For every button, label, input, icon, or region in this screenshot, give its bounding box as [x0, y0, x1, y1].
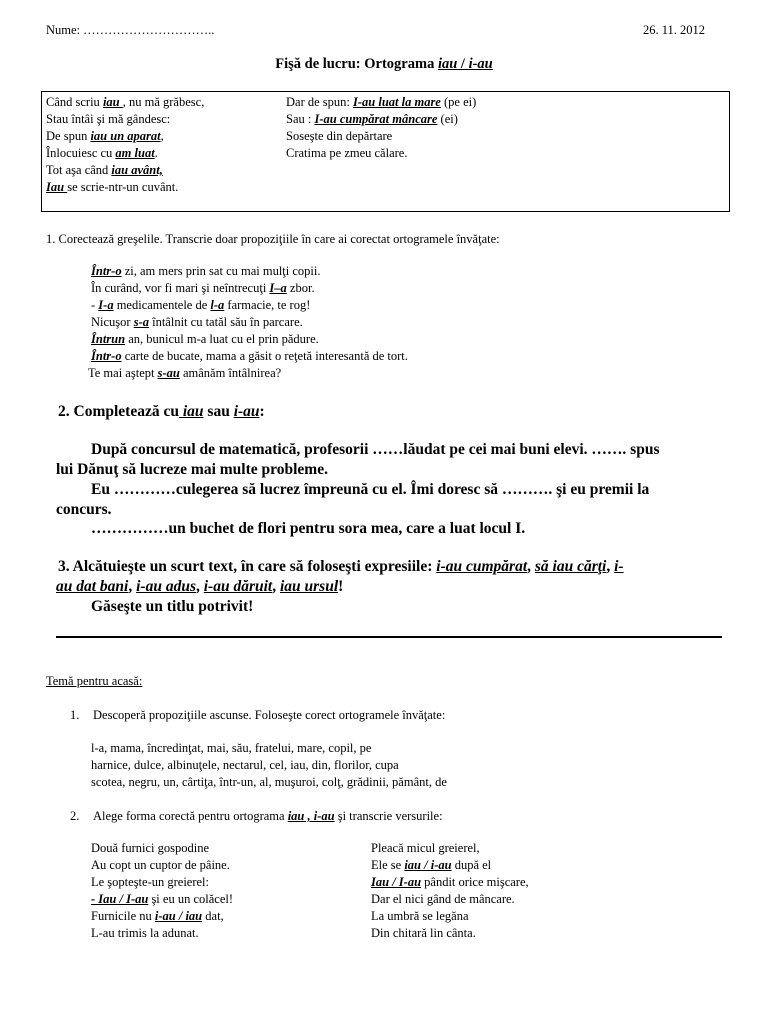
rule-line: Iau se scrie-ntr-un cuvânt.	[46, 180, 179, 194]
verse-line: Furnicile nu i-au / iau dat,	[91, 909, 224, 923]
exercise-2-line: După concursul de matematică, profesorii ……lăudat pe cei mai buni elevi. ……. spus	[91, 441, 660, 458]
word-line: scotea, negru, un, cârtiţa, într-un, al, muşuroi, colţ, grădinii, pământ, de	[91, 775, 447, 789]
verse-line: Două furnici gospodine	[91, 841, 210, 855]
verse-line: L-au trimis la adunat.	[91, 926, 199, 940]
exercise-2-heading: 2. Completează cu iau sau i-au:	[58, 403, 265, 420]
name-label: Nume:	[46, 23, 81, 37]
rule-line: Când scriu iau , nu mă grăbesc,	[46, 95, 205, 109]
verses-left	[91, 840, 233, 942]
verses-right	[371, 840, 529, 942]
rule-line: Dar de spun: I-au luat la mare (pe ei)	[286, 95, 477, 109]
exercise-3-line-3: Găseşte un titlu potrivit!	[91, 598, 254, 615]
sentence: - I-a medicamentele de l-a farmacie, te rog!	[91, 298, 311, 312]
verse-line: Pleacă micul greierel,	[371, 841, 480, 855]
homework-item-1-number: 1.	[70, 708, 80, 722]
rule-line: Cratima pe zmeu călare.	[286, 146, 408, 160]
verse-line: Au copt un cuptor de pâine.	[91, 858, 230, 872]
sentence: Întrun an, bunicul m-a luat cu el prin pădure.	[91, 332, 319, 346]
rule-line: De spun iau un aparat,	[46, 129, 164, 143]
sentence: Într-o zi, am mers prin sat cu mai mulţi copii.	[91, 264, 321, 278]
exercise-2-line: concurs.	[56, 501, 112, 518]
homework-item-1-text: Descoperă propoziţiile ascunse. Foloseşte corect ortogramele învăţate:	[93, 708, 446, 722]
sentence: În curând, vor fi mari şi neîntrecuţi I–a zbor.	[91, 281, 315, 295]
word-line: l-a, mama, încredinţat, mai, său, fratelui, mare, copil, pe	[91, 741, 372, 755]
verse-line: Din chitară lin cânta.	[371, 926, 476, 940]
exercise-2-line: Eu …………culegerea să lucrez împreună cu el. Îmi doresc să ………. şi eu premii la	[91, 481, 650, 498]
name-dots: …………………………..	[83, 23, 215, 37]
sentence: Nicuşor s-a întâlnit cu tatăl său în parcare.	[91, 315, 303, 329]
rule-line: Stau întâi şi mă gândesc:	[46, 112, 171, 126]
word-line: harnice, dulce, albinuţele, nectarul, cel, iau, din, florilor, cupa	[91, 758, 399, 772]
rule-line: Tot aşa când iau avânt,	[46, 163, 163, 177]
answer-line	[56, 636, 722, 638]
exercise-3-line-2: au dat bani, i-au adus, i-au dăruit, iau ursul!	[56, 578, 344, 595]
rule-line: Înlocuiesc cu am luat.	[46, 146, 158, 160]
sentence: Într-o carte de bucate, mama a găsit o reţetă interesantă de tort.	[91, 349, 408, 363]
verse-line: Iau / I-au pândit orice mişcare,	[371, 875, 529, 889]
homework-item-2-text: Alege forma corectă pentru ortograma iau , i-au şi transcrie versurile:	[93, 809, 443, 823]
verse-line: Dar el nici gând de mâncare.	[371, 892, 515, 906]
exercise-2-line: lui Dănuţ să lucreze mai multe probleme.	[56, 461, 328, 478]
rules-left-column	[46, 94, 204, 196]
sentence: Te mai aştept s-au amânăm întâlnirea?	[88, 366, 282, 380]
verse-line: - Iau / I-au şi eu un colăcel!	[91, 892, 233, 906]
name-line	[46, 22, 214, 39]
hidden-sentences-words	[91, 740, 447, 791]
exercise-1-instruction: 1. Corectează greşelile. Transcrie doar propoziţiile în care ai corectat ortogramele învăţate:	[46, 232, 500, 246]
verse-line: La umbră se legăna	[371, 909, 469, 923]
rule-line: Soseşte din depărtare	[286, 129, 393, 143]
verse-line: Le şopteşte-un greierel:	[91, 875, 210, 889]
page-title: Fişă de lucru: Ortograma iau / i-au	[275, 56, 493, 72]
exercise-1-sentences	[88, 263, 408, 382]
exercise-2-line: ……………un buchet de flori pentru sora mea, care a luat locul I.	[91, 520, 526, 537]
verse-line: Ele se iau / i-au după el	[371, 858, 492, 872]
rule-line: Sau : I-au cumpărat mâncare (ei)	[286, 112, 458, 126]
exercise-3-line-1: 3. Alcătuieşte un scurt text, în care să foloseşti expresiile: i-au cumpărat, să iau cărţi, i-	[58, 558, 624, 575]
rules-right-column	[286, 94, 476, 162]
date: 26. 11. 2012	[643, 23, 706, 37]
homework-heading: Temă pentru acasă:	[46, 674, 143, 688]
homework-item-2-number: 2.	[70, 809, 80, 823]
